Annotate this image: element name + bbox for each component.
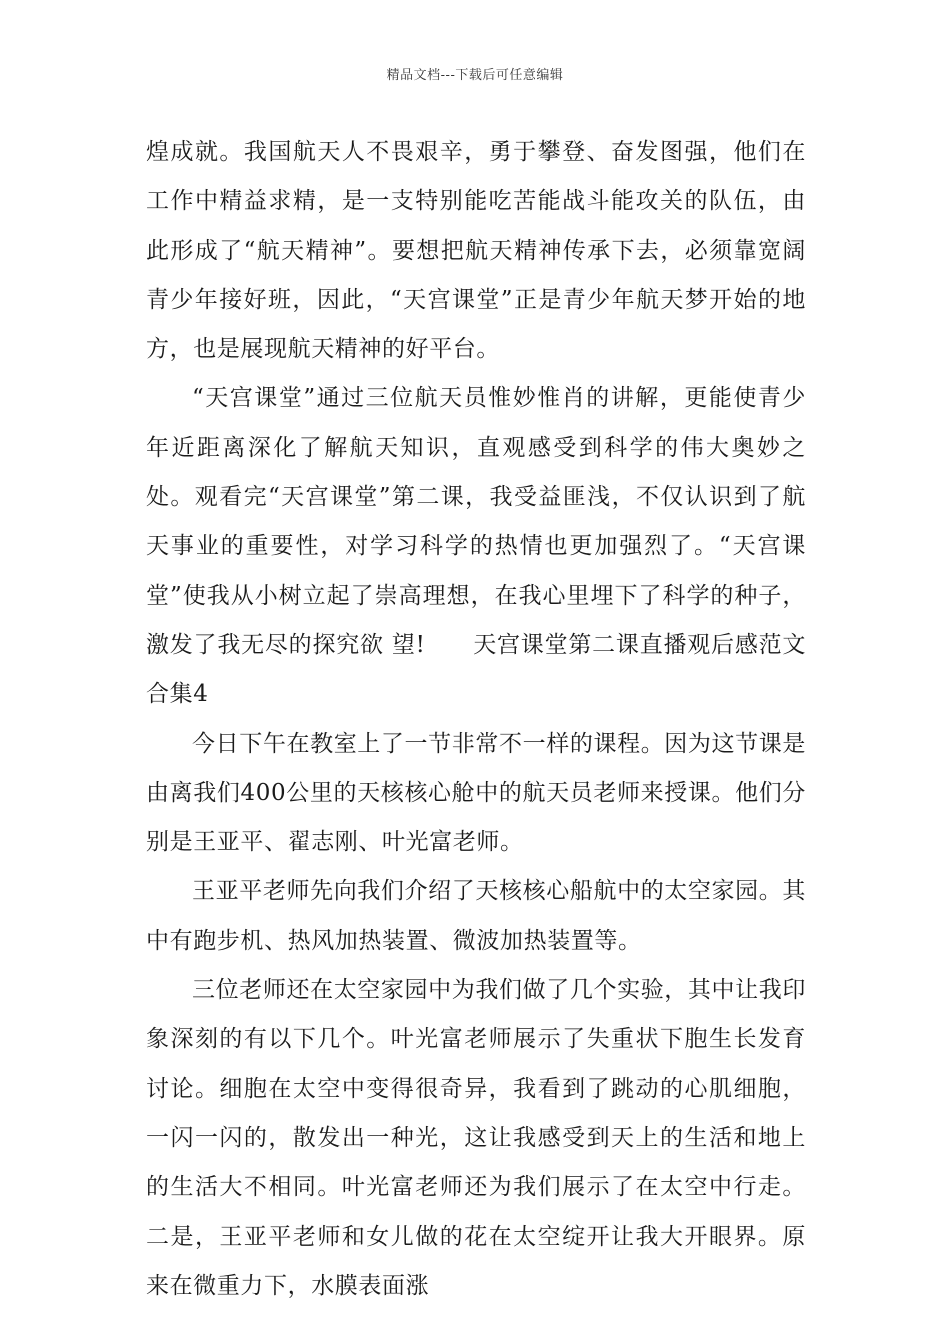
- paragraph-2: “天宫课堂”通过三位航天员惟妙惟肖的讲解，更能使青少年近距离深化了解航天知识，直观感受到科学的伟大奥妙之处。观看完“天宫课堂”第二课，我受益匪浅，不仅认识到了航天事业的重要性，对学习科学的热情也更加强烈了。“天宫课堂”使我从小树立起了崇高理想，在我心里埋下了科学的种子，激发了我无尽的探究欲 望! 天宫课堂第二课直播观后感范文合集4: [146, 385, 806, 708]
- paragraph-3: 今日下午在教室上了一节非常不一样的课程。因为这节课是由离我们400公里的天核核心舱中的航天员老师来授课。他们分别是王亚平、翟志刚、叶光富老师。: [146, 730, 806, 856]
- paragraph-1: 煌成就。我国航天人不畏艰辛，勇于攀登、奋发图强，他们在工作中精益求精，是一支特别能吃苦能战斗能攻关的队伍，由此形成了“航天精神”。要想把航天精神传承下去，必须靠宽阔青少年接好班，因此，“天宫课堂”正是青少年航天梦开始的地方，也是展现航天精神的好平台。: [146, 139, 806, 363]
- page-header: 精品文档---下载后可任意编辑: [386, 68, 564, 83]
- paragraph-5: 三位老师还在太空家园中为我们做了几个实验，其中让我印象深刻的有以下几个。叶光富老师展示了失重状下胞生长发育讨论。细胞在太空中变得很奇异，我看到了跳动的心肌细胞，一闪一闪的，散发出一种光，这让我感受到天上的生活和地上的生活大不相同。叶光富老师还为我们展示了在太空中行走。二是，王亚平老师和女儿做的花在太空绽开让我大开眼界。原来在微重力下，水膜表面涨: [146, 977, 806, 1299]
- paragraph-4: 王亚平老师先向我们介绍了天核核心船航中的太空家园。其中有跑步机、热风加热装置、微波加热装置等。: [146, 878, 806, 954]
- document-body: [146, 128, 806, 1311]
